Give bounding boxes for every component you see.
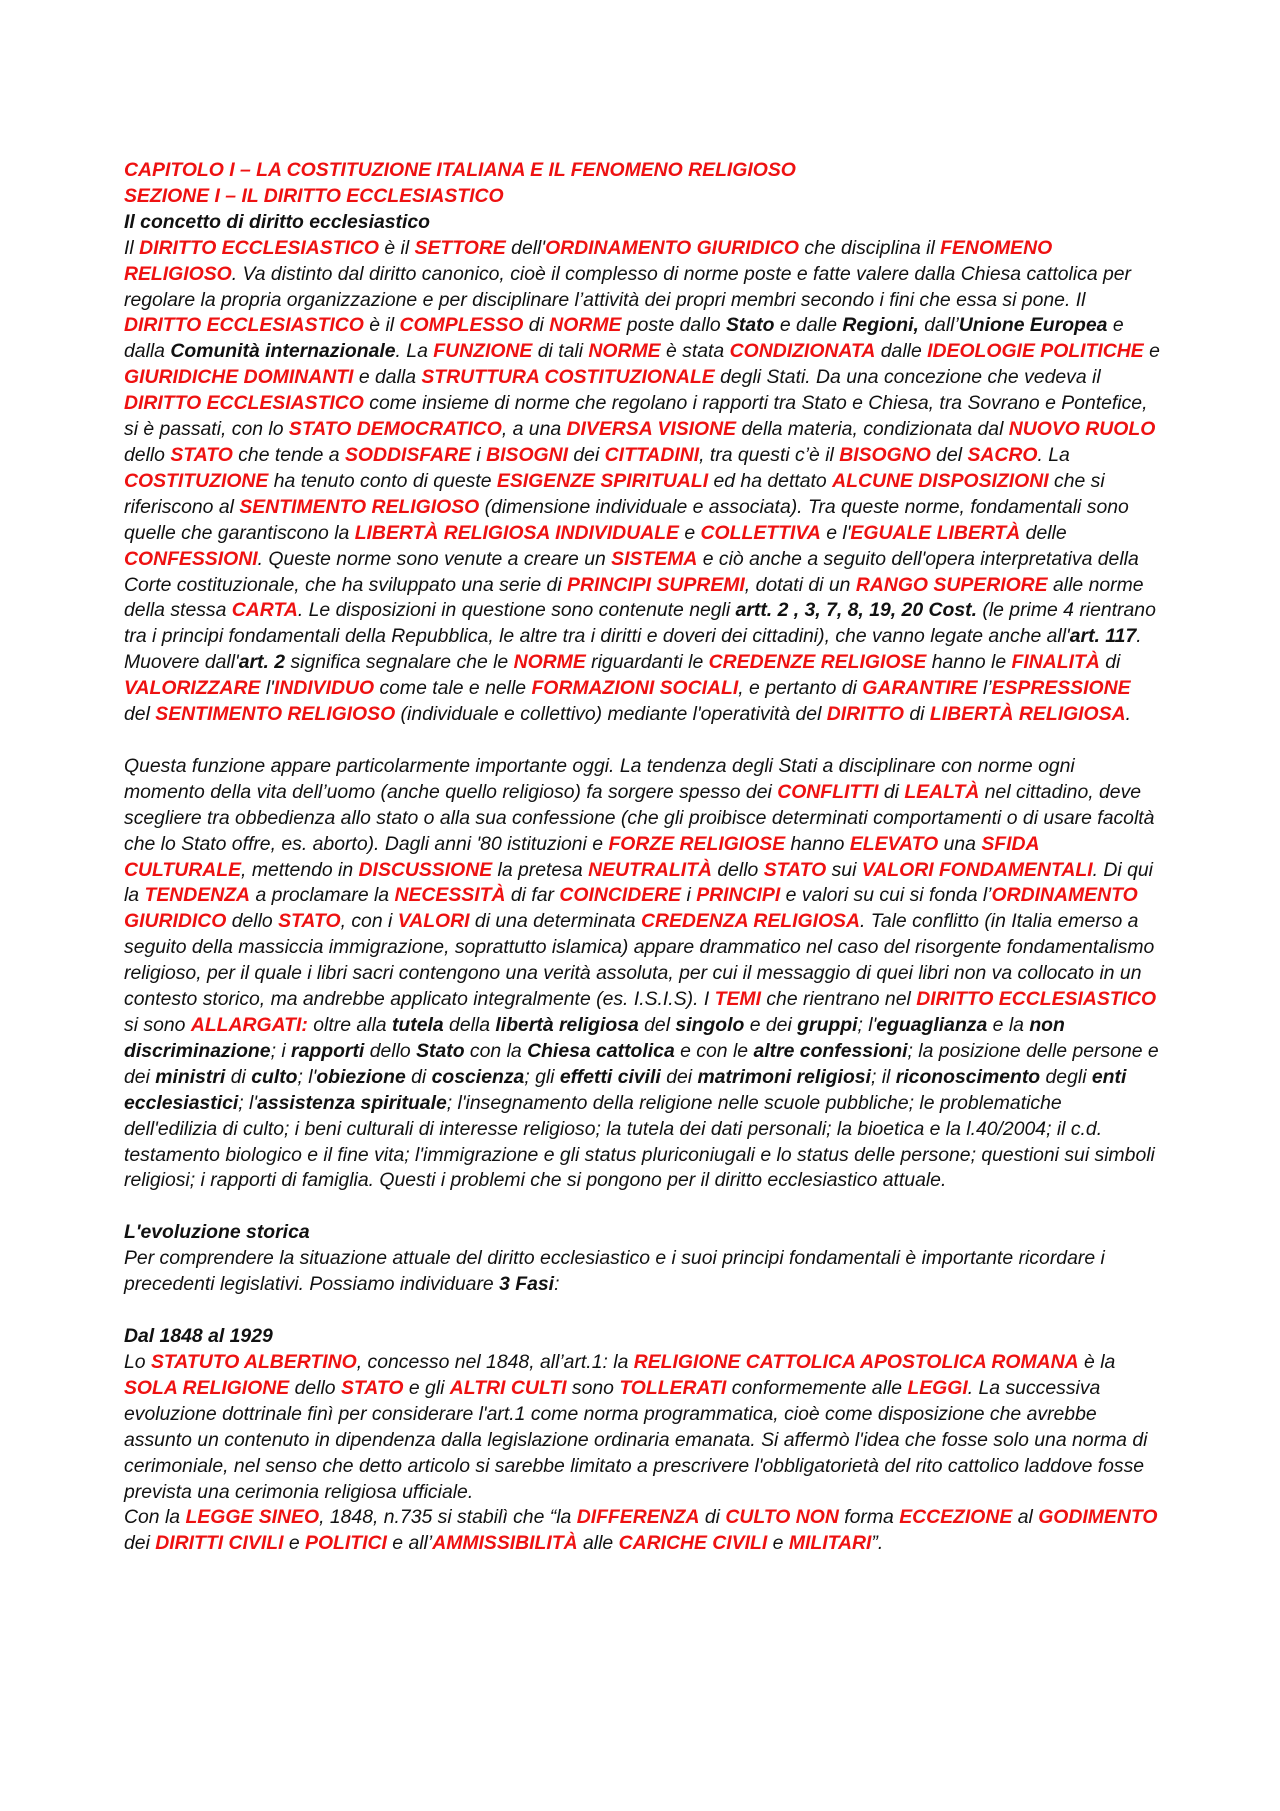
- bold-term: altre confessioni: [753, 1039, 908, 1062]
- highlight-term: COINCIDERE: [559, 884, 682, 907]
- highlight-term: INDIVIDUO: [273, 677, 375, 700]
- highlight-term: CULTO NON: [725, 1506, 839, 1529]
- highlight-term: TEMI: [714, 988, 761, 1011]
- highlight-term: LIBERTÀ RELIGIOSA INDIVIDUALE: [354, 521, 679, 544]
- bold-term: obiezione: [316, 1065, 406, 1088]
- highlight-term: STATO: [340, 1376, 404, 1399]
- bold-term: matrimoni religiosi: [697, 1065, 871, 1088]
- highlight-term: CONFESSIONI: [124, 547, 258, 570]
- highlight-term: ECCEZIONE: [899, 1506, 1013, 1529]
- highlight-term: CREDENZA RELIGIOSA: [640, 910, 860, 933]
- highlight-term: NEUTRALITÀ: [588, 858, 712, 881]
- highlight-term: SFIDA CULTURALE: [124, 832, 1039, 881]
- bold-term: riconoscimento: [895, 1065, 1041, 1088]
- bold-term: Chiesa cattolica: [527, 1039, 675, 1062]
- highlight-term: FINALITÀ: [1011, 651, 1100, 674]
- subsection-heading-evoluzione: L'evoluzione storica: [124, 1221, 310, 1244]
- highlight-term: ALLARGATI:: [190, 1014, 308, 1036]
- bold-term: artt. 2 , 3, 7, 8, 19, 20 Cost.: [735, 599, 977, 622]
- bold-term: libertà religiosa: [495, 1014, 639, 1036]
- highlight-term: RANGO SUPERIORE: [855, 573, 1048, 596]
- bold-term: Regioni,: [842, 314, 919, 337]
- subsection-heading-concetto: Il concetto di diritto ecclesiastico: [124, 210, 431, 233]
- paragraph-spacer: [124, 728, 1160, 754]
- highlight-term: ELEVATO: [849, 832, 939, 855]
- section-title: SEZIONE I – IL DIRITTO ECCLESIASTICO: [124, 184, 504, 207]
- highlight-term: POLITICI: [305, 1532, 387, 1555]
- highlight-term: DIRITTI CIVILI: [155, 1532, 284, 1555]
- highlight-term: VALORIZZARE: [124, 677, 261, 700]
- highlight-term: ALCUNE DISPOSIZIONI: [832, 469, 1049, 492]
- highlight-term: PRINCIPI SUPREMI: [567, 573, 745, 596]
- highlight-term: LEGGE SINEO: [185, 1506, 320, 1529]
- highlight-term: STATO DEMOCRATICO: [288, 418, 502, 441]
- paragraph-concetto: Il DIRITTO ECCLESIASTICO è il SETTORE dell'ORDINAMENTO GIURIDICO che disciplina il FENOMENO RELIGIOSO. Va distinto dal diritto canonico, cioè il complesso di norme poste e fatte valere dalla Chiesa cattolica per regolare la propria organizzazione e per disciplinare l’attività dei propri membri secondo i fini che essa si pone. Il DIRITTO ECCLESIASTICO è il COMPLESSO di NORME poste dallo Stato e dalle Regioni, dall’Unione Europea e dalla Comunità internazionale. La FUNZIONE di tali NORME è stata CONDIZIONATA dalle IDEOLOGIE POLITICHE e GIURIDICHE DOMINANTI e dalla STRUTTURA COSTITUZIONALE degli Stati. Da una concezione che vedeva il DIRITTO ECCLESIASTICO come insieme di norme che regolano i rapporti tra Stato e Chiesa, tra Sovrano e Pontefice, si è passati, con lo STATO DEMOCRATICO, a una DIVERSA VISIONE della materia, condizionata dal NUOVO RUOLO dello STATO che tende a SODDISFARE i BISOGNI dei CITTADINI, tra questi c’è il BISOGNO del SACRO. La COSTITUZIONE ha tenuto conto di queste ESIGENZE SPIRITUALI ed ha dettato ALCUNE DISPOSIZIONI che si riferiscono al SENTIMENTO RELIGIOSO (dimensione individuale e associata). Tra queste norme, fondamentali sono quelle che garantiscono la LIBERTÀ RELIGIOSA INDIVIDUALE e COLLETTIVA e l'EGUALE LIBERTÀ delle CONFESSIONI. Queste norme sono venute a creare un SISTEMA e ciò anche a seguito dell'opera interpretativa della Corte costituzionale, che ha sviluppato una serie di PRINCIPI SUPREMI, dotati di un RANGO SUPERIORE alle norme della stessa CARTA. Le disposizioni in questione sono contenute negli artt. 2 , 3, 7, 8, 19, 20 Cost. (le prime 4 rientrano tra i principi fondamentali della Repubblica, le altre tra i diritti e doveri dei cittadini), che vanno legate anche all'art. 117. Muovere dall'art. 2 significa segnalare che le NORME riguardanti le CREDENZE RELIGIOSE hanno le FINALITÀ di VALORIZZARE l'INDIVIDUO come tale e nelle FORMAZIONI SOCIALI, e pertanto di GARANTIRE l’ESPRESSIONE del SENTIMENTO RELIGIOSO (individuale e collettivo) mediante l'operatività del DIRITTO di LIBERTÀ RELIGIOSA.: [124, 236, 1160, 726]
- highlight-term: STATO: [763, 858, 827, 881]
- highlight-term: STRUTTURA COSTITUZIONALE: [421, 366, 715, 389]
- highlight-term: SENTIMENTO RELIGIOSO: [155, 703, 396, 726]
- highlight-term: CONDIZIONATA: [729, 340, 876, 363]
- highlight-term: SODDISFARE: [344, 443, 472, 466]
- bold-term: enti ecclesiastici: [124, 1065, 1127, 1114]
- highlight-term: BISOGNI: [486, 443, 569, 466]
- bold-term: Stato: [726, 314, 775, 337]
- bold-term: effetti civili: [559, 1065, 661, 1088]
- bold-term: rapporti: [291, 1039, 365, 1062]
- bold-term: non discriminazione: [124, 1014, 1065, 1062]
- highlight-term: COLLETTIVA: [700, 521, 821, 544]
- bold-term: Comunità internazionale: [170, 340, 396, 363]
- highlight-term: COSTITUZIONE: [124, 469, 269, 492]
- highlight-term: FORMAZIONI SOCIALI: [531, 677, 739, 700]
- paragraph-spacer: [124, 1194, 1160, 1220]
- highlight-term: NECESSITÀ: [394, 884, 506, 907]
- highlight-term: DIRITTO: [826, 703, 904, 726]
- highlight-term: RELIGIONE CATTOLICA APOSTOLICA ROMANA: [633, 1350, 1079, 1373]
- highlight-term: TENDENZA: [144, 884, 251, 907]
- highlight-term: STATO: [278, 910, 341, 933]
- highlight-term: CITTADINI: [604, 443, 700, 466]
- paragraph-funzione: Questa funzione appare particolarmente importante oggi. La tendenza degli Stati a disciplinare con norme ogni momento della vita dell’uomo (anche quello religioso) fa sorgere spesso dei CONFLITTI di LEALTÀ nel cittadino, deve scegliere tra obbedienza allo stato o alla sua confessione (che gli proibisce determinati comportamenti o di usare facoltà che lo Stato offre, es. aborto). Dagli anni '80 istituzioni e FORZE RELIGIOSE hanno ELEVATO una SFIDA CULTURALE, mettendo in DISCUSSIONE la pretesa NEUTRALITÀ dello STATO sui VALORI FONDAMENTALI. Di qui la TENDENZA a proclamare la NECESSITÀ di far COINCIDERE i PRINCIPI e valori su cui si fonda l’ORDINAMENTO GIURIDICO dello STATO, con i VALORI di una determinata CREDENZA RELIGIOSA. Tale conflitto (in Italia emerso a seguito della massiccia immigrazione, soprattutto islamica) appare drammatico nel caso del risorgente fondamentalismo religioso, per il quale i libri sacri contengono una verità assoluta, per cui il messaggio di quei libri non va collocato in un contesto storico, ma andrebbe applicato integralmente (es. I.S.I.S). I TEMI che rientrano nel DIRITTO ECCLESIASTICO si sono ALLARGATI: oltre alla tutela della libertà religiosa del singolo e dei gruppi; l'eguaglianza e la non discriminazione; i rapporti dello Stato con la Chiesa cattolica e con le altre confessioni; la posizione delle persone e dei ministri di culto; l'obiezione di coscienza; gli effetti civili dei matrimoni religiosi; il riconoscimento degli enti ecclesiastici; l'assistenza spirituale; l'insegnamento della religione nelle scuole pubbliche; le problematiche dell'edilizia di culto; i beni culturali di interesse religioso; la tutela dei dati personali; la bioetica e la l.40/2004; il c.d. testamento biologico e il fine vita; l'immigrazione e gli status pluriconiugali e lo status delle persone; questioni sui simboli religiosi; i rapporti di famiglia. Questi i problemi che si pongono per il diritto ecclesiastico attuale.: [124, 754, 1159, 1192]
- highlight-term: ORDINAMENTO GIURIDICO: [124, 884, 1138, 933]
- highlight-term: CONFLITTI: [777, 780, 879, 803]
- highlight-term: CARICHE CIVILI: [618, 1532, 768, 1555]
- highlight-term: STATO: [170, 443, 233, 466]
- highlight-term: CREDENZE RELIGIOSE: [708, 651, 927, 674]
- highlight-term: DIRITTO ECCLESIASTICO: [124, 314, 364, 337]
- highlight-term: GIURIDICHE DOMINANTI: [124, 366, 354, 389]
- bold-term: art. 2: [238, 651, 286, 674]
- highlight-term: DIVERSA VISIONE: [566, 418, 737, 441]
- highlight-term: ORDINAMENTO GIURIDICO: [545, 236, 799, 259]
- subsection-heading-1848-1929: Dal 1848 al 1929: [124, 1325, 273, 1348]
- paragraph-spacer: [124, 1298, 1160, 1324]
- highlight-term: VALORI: [397, 910, 470, 933]
- highlight-term: GODIMENTO: [1038, 1506, 1158, 1529]
- chapter-title: CAPITOLO I – LA COSTITUZIONE ITALIANA E IL FENOMENO RELIGIOSO: [124, 159, 796, 181]
- paragraph-legge-sineo: Con la LEGGE SINEO, 1848, n.735 si stabilì che “la DIFFERENZA di CULTO NON forma ECCEZIONE al GODIMENTO dei DIRITTI CIVILI e POLITICI e all’AMMISSIBILITÀ alle CARICHE CIVILI e MILITARI”.: [124, 1506, 1158, 1555]
- bold-term: coscienza: [431, 1065, 525, 1088]
- bold-term: culto: [251, 1065, 298, 1088]
- highlight-term: ESPRESSIONE: [991, 677, 1131, 700]
- highlight-term: SOLA RELIGIONE: [124, 1376, 290, 1399]
- highlight-term: COMPLESSO: [399, 314, 524, 337]
- highlight-term: FENOMENO RELIGIOSO: [124, 236, 1053, 285]
- highlight-term: SACRO: [967, 443, 1038, 466]
- highlight-term: TOLLERATI: [619, 1376, 727, 1399]
- highlight-term: PRINCIPI: [696, 884, 781, 907]
- highlight-term: DISCUSSIONE: [358, 858, 493, 881]
- highlight-term: NORME: [513, 651, 586, 674]
- highlight-term: VALORI FONDAMENTALI: [861, 858, 1093, 881]
- bold-term: gruppi: [797, 1014, 858, 1036]
- highlight-term: LEALTÀ: [904, 780, 980, 803]
- highlight-term: ESIGENZE SPIRITUALI: [496, 469, 709, 492]
- highlight-term: MILITARI: [788, 1532, 872, 1555]
- highlight-term: NORME: [588, 340, 661, 363]
- highlight-term: NORME: [549, 314, 622, 337]
- highlight-term: DIRITTO ECCLESIASTICO: [139, 236, 379, 259]
- bold-term: ministri: [155, 1065, 226, 1088]
- highlight-term: FUNZIONE: [433, 340, 533, 363]
- highlight-term: SETTORE: [414, 236, 506, 259]
- highlight-term: NUOVO RUOLO: [1008, 418, 1156, 441]
- highlight-term: IDEOLOGIE POLITICHE: [927, 340, 1144, 363]
- bold-term: Stato: [416, 1039, 465, 1062]
- bold-term: eguaglianza: [876, 1014, 988, 1036]
- paragraph-statuto-albertino: Lo STATUTO ALBERTINO, concesso nel 1848, all’art.1: la RELIGIONE CATTOLICA APOSTOLICA ROMANA è la SOLA RELIGIONE dello STATO e gli ALTRI CULTI sono TOLLERATI conformemente alle LEGGI. La successiva evoluzione dottrinale finì per considerare l'art.1 come norma programmatica, cioè come disposizione che avrebbe assunto un contenuto in dipendenza dalla legislazione ordinaria emanata. Si affermò l'idea che fosse solo una norma di cerimoniale, nel senso che detto articolo si sarebbe limitato a prescrivere l'obbligatorietà del rito cattolico laddove fosse prevista una cerimonia religiosa ufficiale.: [124, 1350, 1148, 1503]
- highlight-term: DIRITTO ECCLESIASTICO: [916, 988, 1157, 1011]
- bold-term: singolo: [675, 1014, 745, 1036]
- highlight-term: GARANTIRE: [862, 677, 978, 700]
- highlight-term: SENTIMENTO RELIGIOSO: [239, 495, 480, 518]
- highlight-term: LEGGI: [907, 1376, 968, 1399]
- highlight-term: BISOGNO: [839, 443, 931, 466]
- highlight-term: AMMISSIBILITÀ: [432, 1532, 578, 1555]
- bold-term: 3 Fasi: [499, 1273, 555, 1296]
- bold-term: assistenza spirituale: [257, 1091, 447, 1114]
- highlight-term: ALTRI CULTI: [449, 1376, 567, 1399]
- highlight-term: STATUTO ALBERTINO: [150, 1350, 357, 1373]
- bold-term: Unione Europea: [958, 314, 1108, 337]
- highlight-term: CARTA: [231, 599, 298, 622]
- highlight-term: EGUALE LIBERTÀ: [850, 521, 1021, 544]
- bold-term: art. 117: [1069, 625, 1137, 648]
- bold-term: tutela: [391, 1014, 444, 1036]
- paragraph-evoluzione: Per comprendere la situazione attuale del diritto ecclesiastico e i suoi principi fondamentali è importante ricordare i precedenti legislativi. Possiamo individuare 3 Fasi:: [124, 1247, 1105, 1296]
- highlight-term: FORZE RELIGIOSE: [608, 832, 786, 855]
- highlight-term: SISTEMA: [611, 547, 698, 570]
- highlight-term: DIRITTO ECCLESIASTICO: [124, 392, 364, 415]
- highlight-term: LIBERTÀ RELIGIOSA: [929, 703, 1126, 726]
- highlight-term: DIFFERENZA: [576, 1506, 700, 1529]
